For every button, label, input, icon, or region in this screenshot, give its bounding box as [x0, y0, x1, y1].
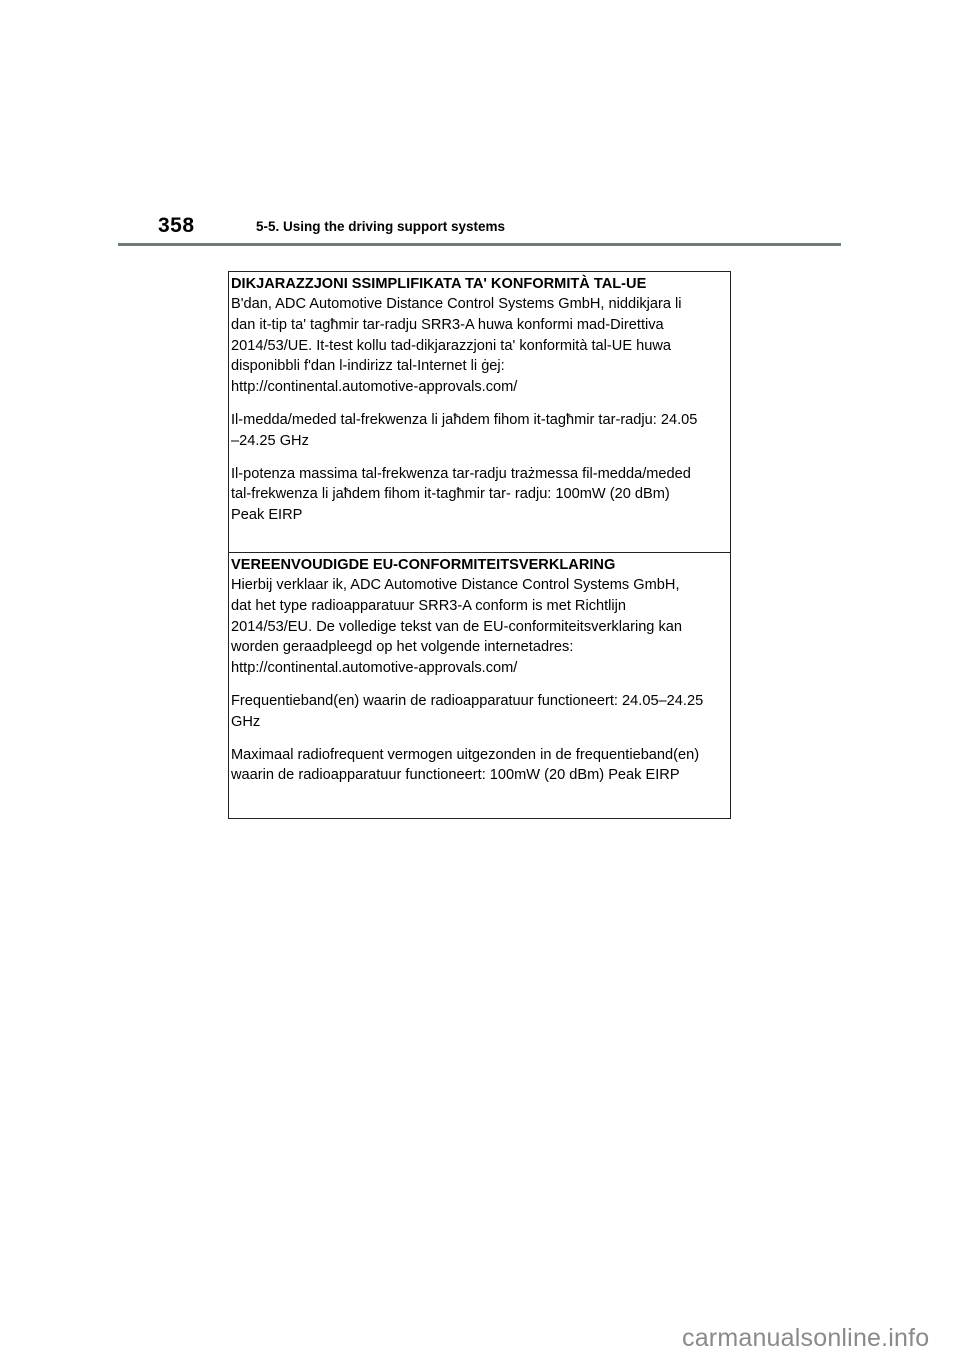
section-heading: VEREENVOUDIGDE EU-CONFORMITEITSVERKLARING: [231, 557, 616, 573]
paragraph: [231, 575, 730, 679]
text-line: disponibbli f'dan l-indirizz tal-Internet li ġej:: [231, 358, 505, 375]
text-line: B'dan, ADC Automotive Distance Control Systems GmbH, niddikjara li: [231, 296, 682, 312]
paragraph: [231, 464, 730, 526]
url-text: http://continental.automotive-approvals.com/: [231, 379, 518, 396]
text-line: 2014/53/UE. It-test kollu tad-dikjarazzjoni ta' konformità tal-UE huwa: [231, 337, 671, 354]
text-line: Maximaal radiofrequent vermogen uitgezonden in de frequentieband(en): [231, 746, 700, 763]
text-line: Hierbij verklaar ik, ADC Automotive Distance Control Systems GmbH,: [231, 577, 680, 593]
text-line: Il-medda/meded tal-frekwenza li jaħdem fihom it-tagħmir tar-radju: 24.05: [231, 411, 698, 428]
spacer: [231, 452, 730, 464]
watermark: carmanualsonline.info: [682, 1324, 930, 1352]
text-line: Il-potenza massima tal-frekwenza tar-radju trażmessa fil-medda/meded: [231, 465, 691, 482]
url-text: http://continental.automotive-approvals.com/: [231, 660, 518, 677]
section-title: 5-5. Using the driving support systems: [256, 219, 506, 234]
text-line: dan it-tip ta' tagħmir tar-radju SRR3-A huwa konformi mad-Direttiva: [231, 316, 664, 333]
text-line: GHz: [231, 713, 261, 730]
paragraph: [231, 745, 730, 787]
text-line: dat het type radioapparatuur SRR3-A conform is met Richtlijn: [231, 597, 627, 614]
declaration-section-dutch: [229, 553, 730, 818]
paragraph: [231, 691, 730, 733]
page-number: 358: [158, 214, 195, 237]
spacer: [231, 398, 730, 410]
text-line: Frequentieband(en) waarin de radioapparatuur functioneert: 24.05–24.25: [231, 692, 704, 709]
spacer: [231, 733, 730, 745]
paragraph: [231, 410, 730, 452]
header-divider: [118, 243, 841, 246]
text-line: –24.25 GHz: [231, 432, 309, 449]
text-line: waarin de radioapparatuur functioneert: 100mW (20 dBm) Peak EIRP: [231, 767, 680, 784]
section-heading: DIKJARAZZJONI SSIMPLIFIKATA TA' KONFORMITÀ TAL-UE: [231, 276, 647, 292]
spacer: [231, 679, 730, 691]
declaration-box: [228, 271, 731, 819]
text-line: 2014/53/EU. De volledige tekst van de EU-conformiteitsverklaring kan: [231, 618, 683, 635]
text-line: Peak EIRP: [231, 507, 303, 524]
declaration-section-maltese: [229, 272, 730, 553]
text-line: tal-frekwenza li jaħdem fihom it-tagħmir tar- radju: 100mW (20 dBm): [231, 486, 670, 503]
paragraph: [231, 294, 730, 398]
text-line: worden geraadpleegd op het volgende internetadres:: [231, 639, 574, 656]
